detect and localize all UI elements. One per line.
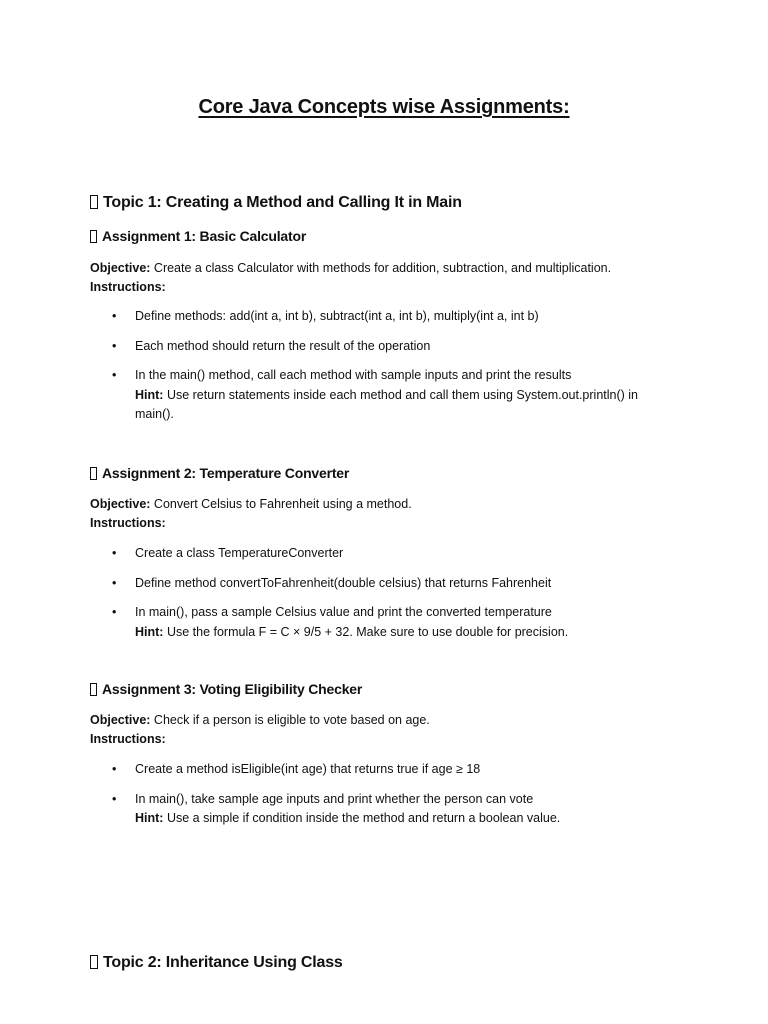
objective-label: Objective: bbox=[90, 261, 151, 275]
instructions-label: Instructions: bbox=[90, 516, 166, 530]
bullet-icon: • bbox=[112, 575, 117, 590]
assignment-1-heading-text: Assignment 1: Basic Calculator bbox=[102, 228, 307, 244]
assignment-3-heading-text: Assignment 3: Voting Eligibility Checker bbox=[102, 681, 363, 697]
missing-glyph-box-icon bbox=[90, 467, 97, 480]
hint-text: Use return statements inside each method and call them using System.out.println() in main(). bbox=[135, 387, 639, 421]
missing-glyph-box-icon bbox=[90, 195, 98, 209]
assignment-2-objective bbox=[90, 495, 690, 533]
assignment-3-instructions-list bbox=[90, 760, 690, 839]
objective-text: Convert Celsius to Fahrenheit using a method. bbox=[150, 497, 412, 511]
hint-label: Hint: bbox=[135, 811, 164, 825]
hint-label: Hint: bbox=[135, 387, 164, 402]
missing-glyph-box-icon bbox=[90, 955, 98, 969]
bullet-icon: • bbox=[112, 309, 117, 323]
list-item-text: In main(), take sample age inputs and print whether the person can vote bbox=[135, 791, 534, 806]
list-item-text: Define method convertToFahrenheit(double celsius) that returns Fahrenheit bbox=[135, 575, 552, 590]
objective-text: Check if a person is eligible to vote based on age. bbox=[150, 713, 430, 727]
objective-label: Objective: bbox=[90, 713, 151, 727]
bullet-icon: • bbox=[112, 338, 117, 353]
list-item bbox=[90, 366, 690, 425]
topic-1-heading-text: Topic 1: Creating a Method and Calling It in Main bbox=[103, 194, 462, 211]
hint-label: Hint: bbox=[135, 624, 164, 639]
instructions-label: Instructions: bbox=[90, 280, 166, 294]
assignment-1-objective bbox=[90, 259, 690, 297]
assignment-3-heading bbox=[90, 681, 362, 697]
list-item-text: In the main() method, call each method with sample inputs and print the results bbox=[135, 368, 572, 382]
assignment-1-instructions-list bbox=[90, 307, 690, 435]
document-title: Core Java Concepts wise Assignments: bbox=[198, 96, 570, 118]
topic-2-heading-text: Topic 2: Inheritance Using Class bbox=[103, 954, 343, 971]
topic-1-heading bbox=[90, 194, 462, 212]
list-item bbox=[90, 574, 690, 594]
bullet-icon: • bbox=[112, 762, 117, 776]
assignment-2-heading bbox=[90, 465, 349, 481]
list-item bbox=[90, 544, 690, 564]
list-item-text: Create a method isEligible(int age) that returns true if age ≥ 18 bbox=[135, 762, 481, 776]
assignment-2-hint bbox=[135, 623, 655, 643]
assignment-1-heading bbox=[90, 228, 306, 244]
hint-text: Use a simple if condition inside the method and return a boolean value. bbox=[163, 811, 561, 825]
bullet-icon: • bbox=[112, 368, 117, 382]
assignment-2-instructions-list bbox=[90, 544, 690, 652]
missing-glyph-box-icon bbox=[90, 230, 97, 243]
objective-text: Create a class Calculator with methods for addition, subtraction, and multiplication. bbox=[150, 261, 612, 275]
list-item bbox=[90, 603, 690, 642]
assignment-3-objective bbox=[90, 711, 690, 749]
bullet-icon: • bbox=[112, 605, 117, 619]
bullet-icon: • bbox=[112, 791, 117, 806]
assignment-1-hint bbox=[135, 386, 655, 425]
list-item-text: In main(), pass a sample Celsius value and print the converted temperature bbox=[135, 605, 552, 619]
list-item bbox=[90, 307, 690, 327]
topic-2-heading bbox=[90, 954, 343, 972]
objective-label: Objective: bbox=[90, 497, 151, 511]
list-item-text: Each method should return the result of the operation bbox=[135, 338, 431, 353]
bullet-icon: • bbox=[112, 546, 117, 560]
list-item bbox=[90, 790, 690, 829]
list-item-text: Define methods: add(int a, int b), subtract(int a, int b), multiply(int a, int b) bbox=[135, 309, 539, 323]
missing-glyph-box-icon bbox=[90, 683, 97, 696]
instructions-label: Instructions: bbox=[90, 732, 166, 746]
assignment-3-hint bbox=[135, 809, 655, 829]
list-item bbox=[90, 760, 690, 780]
list-item bbox=[90, 337, 690, 357]
list-item-text: Create a class TemperatureConverter bbox=[135, 546, 344, 560]
assignment-2-heading-text: Assignment 2: Temperature Converter bbox=[102, 465, 350, 481]
hint-text: Use the formula F = C × 9/5 + 32. Make sure to use double for precision. bbox=[163, 624, 569, 639]
